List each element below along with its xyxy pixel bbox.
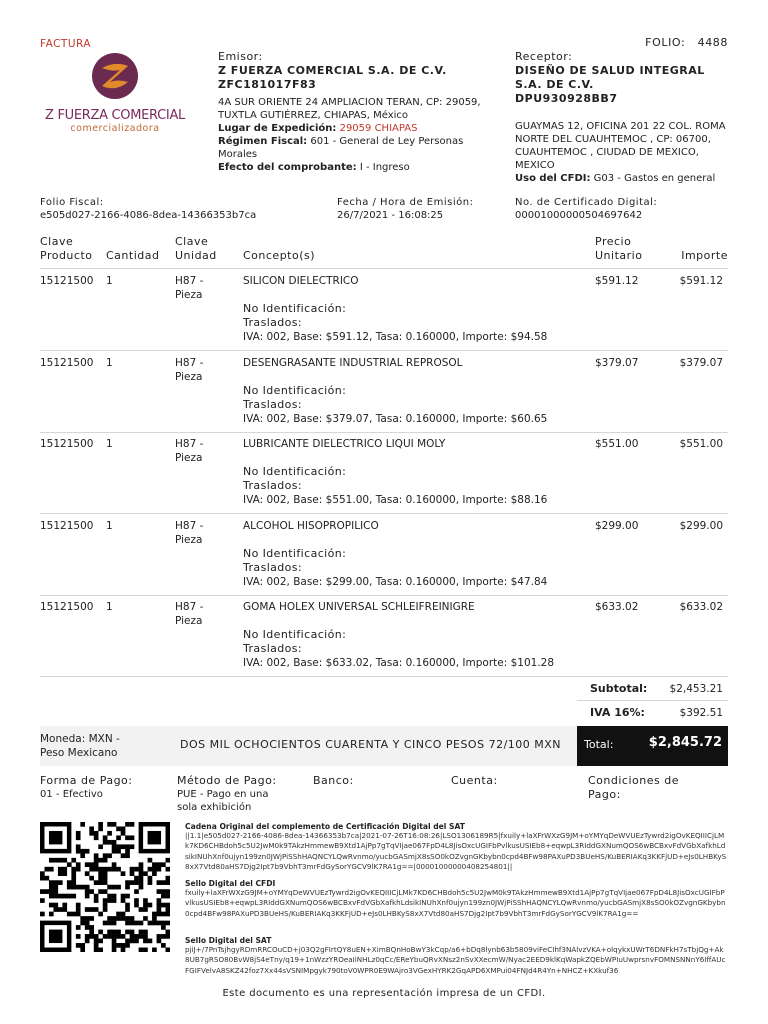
cuenta-label: Cuenta: [451,774,498,787]
row-cantidad: 1 [106,520,113,532]
sello-cfdi-value: fxuily+laXFrWXzG9JM+oYMYqDeWVUEzTywrd2igOvKEQIIICjLMk7KD6CHBdoh5c5U2JwM0k9TAkzHmmewB9Xtd1AjPp7gTqVIjae067FpD4L8JisOxcUGIFbPvlkusUSIEb8+eqwpL3RIddGXNumQOS6wBCBxvFdVGbXafkhLdsikINUhXnf0ujyn199zn0JWjPiSShHAQNCYLQwRvnmo/yucbGASmjX8sSO0kOZvgnGKbybn0cpd4BFw98PAXuPD3BUeHS/KuBERIAKq3KKFjUD+eJs0LHBKyS8xX7Vtd80aHS7Djg2Ipt7b9VbhT3mrFdGySorYGCV9lK7RA1g== [185,888,726,918]
subtotal-value: $2,453.21 [669,683,723,695]
fecha-value: 26/7/2021 - 16:08:25 [337,210,444,221]
folio-fiscal-value: e505d027-2166-4086-8dea-14366353b7ca [40,210,257,221]
iva-label: IVA 16%: [590,706,645,719]
efecto-value: I - Ingreso [359,162,410,173]
sello-sat-value: pjiJ+/7PnTsjhgyRDmRRCOuCD+j03Q2gFIrtQY8uEN+XimBQnHoBwY3kCqp/a6+bDq8lynb63b5809viFeCIhf3NAlvzVKA+olqykxUWrT6DNFkH7sTbjQg+Ak8UB7gRSO80BvW8jS4eTny/q19+1nWzzYROeaIiNHLz0qCc/EReYbuQRvXNsz2nSvXXecmW/Nyac2EED9klKqWapkZQEbWPIuUwprsnvFOMNSNNnY6IffAUcFGIFVelvA8SKZ42foz7Xx44sVSNIMpgyk790toV0WPR0E9WAjro3VGexHYRK2GqAPD6XMPui04FNJd4R4Yn+NHCZ+KXkuf36 [185,945,726,975]
row-concepto: GOMA HOLEX UNIVERSAL SCHLEIFREINIGRE [243,601,475,613]
logo-mark-icon [40,52,190,104]
footer-note: Este documento es una representación impresa de un CFDI. [222,988,546,999]
row-cantidad: 1 [106,438,113,450]
document-type: FACTURA [40,38,92,50]
uso-value: G03 - Gastos en general [593,173,716,184]
row-iva: IVA: 002, Base: $379.07, Tasa: 0.160000, Importe: $60.65 [243,413,548,425]
row-traslados: Traslados: [243,479,303,492]
row-divider [40,595,728,596]
row-iva: IVA: 002, Base: $633.02, Tasa: 0.160000, Importe: $101.28 [243,657,555,669]
row-traslados: Traslados: [243,642,303,655]
row-iva: IVA: 002, Base: $299.00, Tasa: 0.160000, Importe: $47.84 [243,576,548,588]
sello-cfdi-title: Sello Digital del CFDI [185,879,276,888]
lugar-label: Lugar de Expedición: [218,123,337,134]
row-precio: $551.00 [595,438,639,450]
forma-value: 01 - Efectivo [40,789,103,800]
emisor-address: 4A SUR ORIENTE 24 AMPLIACION TERAN, CP: 29059, TUXTLA GUTIÉRREZ, CHIAPAS, México [218,97,481,121]
row-unidad: H87 - Pieza [175,601,204,627]
logo-subtitle: comercializadora [70,123,160,134]
row-precio: $591.12 [595,275,639,287]
row-concepto: LUBRICANTE DIELECTRICO LIQUI MOLY [243,438,446,450]
row-iva: IVA: 002, Base: $591.12, Tasa: 0.160000, Importe: $94.58 [243,331,548,343]
metodo-value: PUE - Pago en una sola exhibición [177,789,269,813]
header-cantidad: Cantidad [106,249,160,262]
folio-label: FOLIO: [645,36,686,49]
header-clave-unidad: Clave Unidad [175,235,217,262]
row-concepto: ALCOHOL HISOPROPILICO [243,520,379,532]
row-precio: $633.02 [595,601,639,613]
sat-block [185,822,728,977]
header-importe: Importe [681,249,728,262]
receptor-block [515,50,728,185]
condiciones-label: Condiciones de Pago: [588,774,679,801]
row-traslados: Traslados: [243,561,303,574]
folio [645,36,728,49]
emisor-label: Emisor: [218,50,263,63]
row-no-identificacion: No Identificación: [243,384,347,397]
row-precio: $379.07 [595,357,639,369]
metodo-pago [177,774,282,814]
row-no-identificacion: No Identificación: [243,628,347,641]
row-clave: 15121500 [40,601,94,613]
qr-code-icon [40,822,170,952]
total-value: $2,845.72 [648,735,722,750]
emisor-name: Z FUERZA COMERCIAL S.A. DE C.V. [218,64,447,77]
row-no-identificacion: No Identificación: [243,465,347,478]
row-precio: $299.00 [595,520,639,532]
folio-fiscal-label: Folio Fiscal: [40,197,104,208]
row-unidad: H87 - Pieza [175,438,204,464]
row-cantidad: 1 [106,357,113,369]
forma-pago [40,774,160,801]
fecha-label: Fecha / Hora de Emisión: [337,197,474,208]
metodo-label: Método de Pago: [177,774,277,787]
subtotal-label: Subtotal: [590,682,648,695]
moneda: Moneda: MXN - Peso Mexicano [40,733,120,759]
folio-value: 4488 [697,36,728,49]
sello-sat-title: Sello Digital del SAT [185,936,272,945]
row-unidad: H87 - Pieza [175,520,204,546]
row-cantidad: 1 [106,275,113,287]
receptor-rfc: DPU930928BB7 [515,92,618,105]
row-divider [40,676,728,677]
totals-divider [577,700,728,701]
row-importe: $551.00 [679,438,723,450]
receptor-address: GUAYMAS 12, OFICINA 201 22 COL. ROMA NORTE DEL CUAUHTEMOC , CP: 06700, CUAUHTEMOC , CIUDAD DE MEXICO, MEXICO [515,121,726,171]
certificado-value: 00001000000504697642 [515,210,643,221]
efecto-label: Efecto del comprobante: [218,162,357,173]
folio-fiscal [40,196,256,222]
logo-name: Z FUERZA COMERCIAL [45,108,185,123]
row-divider [40,513,728,514]
total-label: Total: [584,738,614,751]
row-clave: 15121500 [40,438,94,450]
header-precio: Precio Unitario [595,235,643,262]
regimen-value: 601 - General de Ley Personas Morales [218,136,464,160]
forma-label: Forma de Pago: [40,774,133,787]
iva-value: $392.51 [679,707,723,719]
row-traslados: Traslados: [243,398,303,411]
emisor-block [218,50,488,174]
row-traslados: Traslados: [243,316,303,329]
row-divider [40,350,728,351]
row-importe: $379.07 [679,357,723,369]
receptor-name: DISEÑO DE SALUD INTEGRAL S.A. DE C.V. [515,64,705,91]
row-clave: 15121500 [40,275,94,287]
row-cantidad: 1 [106,601,113,613]
regimen-label: Régimen Fiscal: [218,136,308,147]
uso-label: Uso del CFDI: [515,173,591,184]
banco-label: Banco: [313,774,354,787]
qr-code [40,822,170,952]
emisor-rfc: ZFC181017F83 [218,78,317,91]
row-no-identificacion: No Identificación: [243,547,347,560]
row-unidad: H87 - Pieza [175,357,204,383]
row-importe: $299.00 [679,520,723,532]
row-iva: IVA: 002, Base: $551.00, Tasa: 0.160000, Importe: $88.16 [243,494,548,506]
header-divider [40,268,728,269]
row-unidad: H87 - Pieza [175,275,204,301]
row-clave: 15121500 [40,357,94,369]
row-importe: $591.12 [679,275,723,287]
header-concepto: Concepto(s) [243,249,316,262]
header-clave-producto: Clave Producto [40,235,93,262]
cadena-value: ||1.1|e505d027-2166-4086-8dea-14366353b7ca|2021-07-26T16:08:26|LSO1306189R5|fxuily+laXFrWXzG9JM+oYMYqDeWVUEzTywrd2igOvKEQIIICjLMk7KD6CHBdoh5c5U2JwM0k9TAkzHmmewB9Xtd1AjPp7gTqVIjae067FpD4L8JisOxcUGIFbPvlkusUSIEb8+eqwpL3RIddGXNumQOS6wBCBxvFdVGbXafkhLdsikINUhXnf0ujyn199zn0JWjPiSShHAQNCYLQwRvnmo/yucbGASmjX8sSO0kOZvgnGKbybn0cpd4BFw98PAXuPD3BUeHS/KuBERIAKq3KKFjUD+eJs0LHBKyS8xX7Vtd80aHS7Djg2Ipt7b9VbhT3mrFdGySorYGCV9lK7RA1g==|00001000000408254801|| [185,831,727,872]
certificado-label: No. de Certificado Digital: [515,197,658,208]
row-no-identificacion: No Identificación: [243,302,347,315]
row-importe: $633.02 [679,601,723,613]
company-logo [40,52,190,132]
row-clave: 15121500 [40,520,94,532]
row-concepto: SILICON DIELECTRICO [243,275,359,287]
total-en-letra: DOS MIL OCHOCIENTOS CUARENTA Y CINCO PESOS 72/100 MXN [180,738,562,751]
receptor-label: Receptor: [515,50,573,63]
row-concepto: DESENGRASANTE INDUSTRIAL REPROSOL [243,357,463,369]
row-divider [40,432,728,433]
certificado [515,196,657,222]
lugar-value: 29059 CHIAPAS [339,123,418,134]
fecha-emision [337,196,473,222]
cadena-title: Cadena Original del complemento de Certificación Digital del SAT [185,822,465,831]
